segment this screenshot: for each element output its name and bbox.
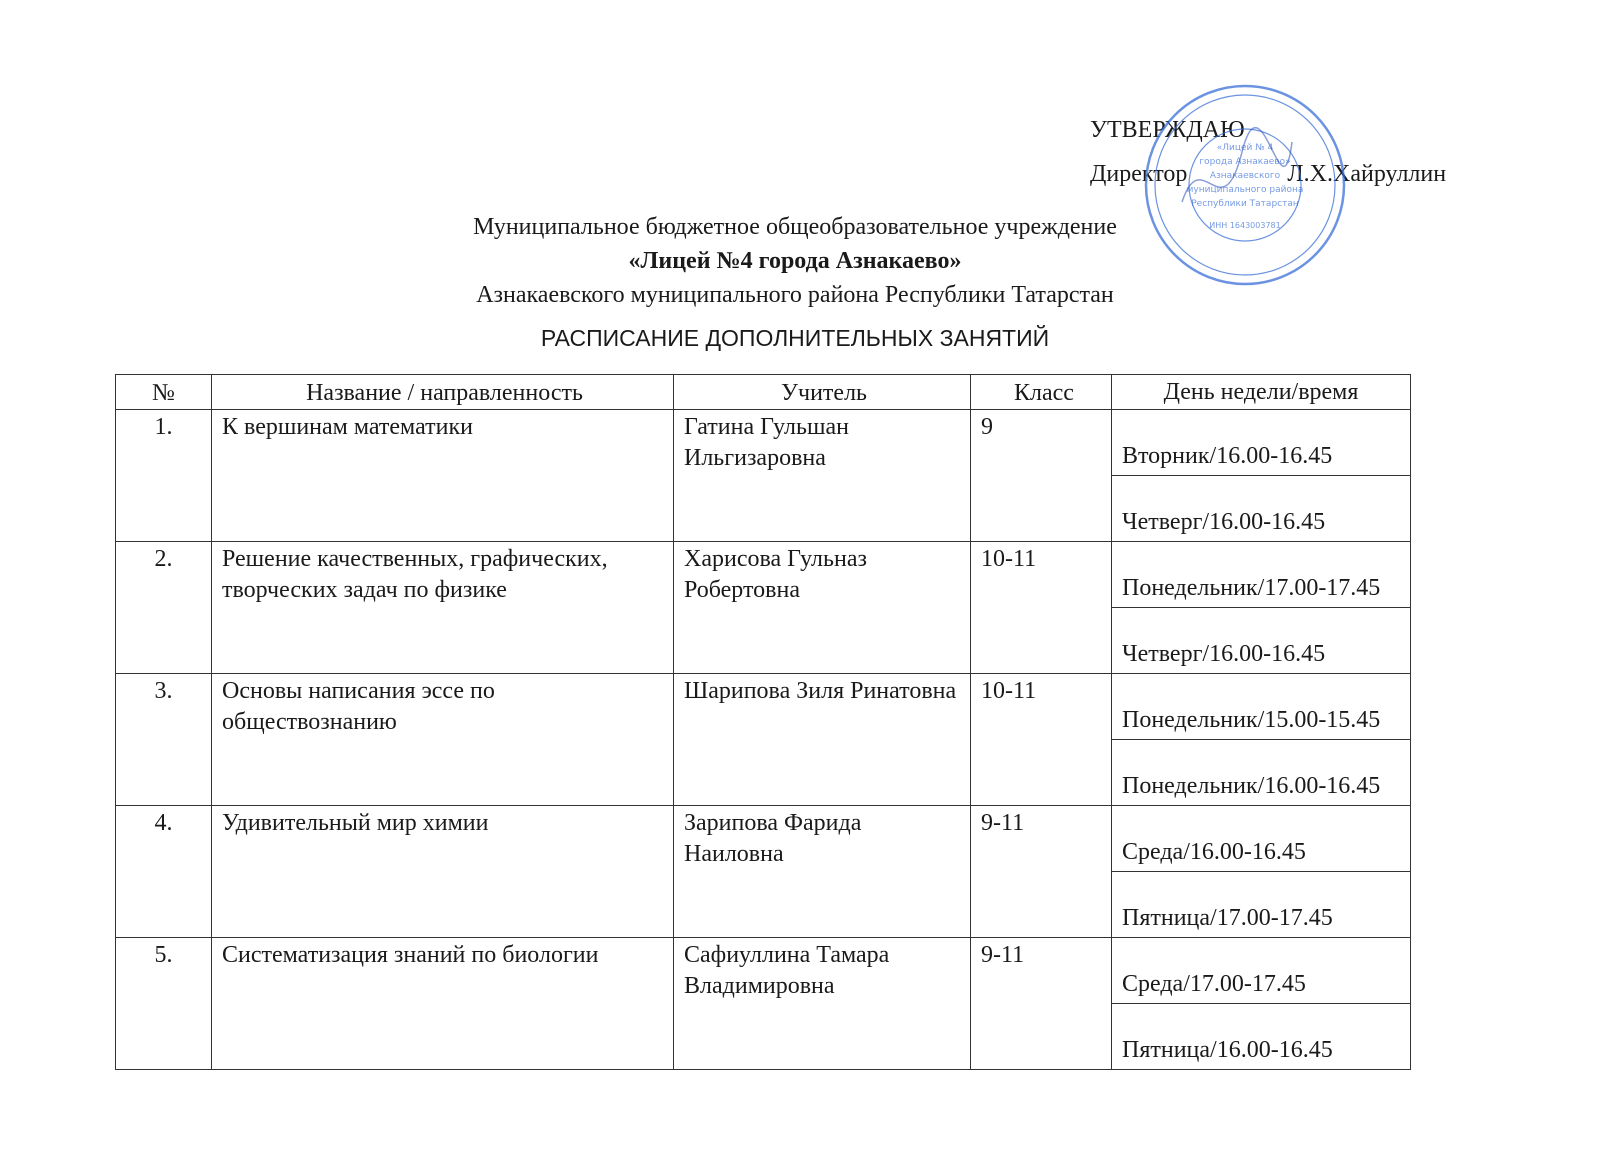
- table-row: [116, 410, 1411, 476]
- grade: 10-11: [971, 542, 1112, 674]
- grade: 9-11: [971, 806, 1112, 938]
- row-number: 3.: [116, 674, 212, 806]
- teacher-name: Гатина Гульшан Ильгизаровна: [674, 410, 971, 542]
- header-teacher: Учитель: [674, 375, 971, 410]
- schedule-slot: Четверг/16.00-16.45: [1112, 476, 1411, 542]
- course-name: К вершинам математики: [212, 410, 674, 542]
- document-title: РАСПИСАНИЕ ДОПОЛНИТЕЛЬНЫХ ЗАНЯТИЙ: [540, 325, 1050, 351]
- row-number: 4.: [116, 806, 212, 938]
- approval-heading: УТВЕРЖДАЮ: [1090, 117, 1245, 143]
- grade: 10-11: [971, 674, 1112, 806]
- schedule-slot: Пятница/17.00-17.45: [1112, 872, 1411, 938]
- organization-header: [0, 210, 1600, 312]
- table-row: [116, 542, 1411, 608]
- teacher-name: Шарипова Зиля Ринатовна: [674, 674, 971, 806]
- org-line-1: Муниципальное бюджетное общеобразовательное учреждение: [473, 214, 1117, 240]
- schedule-slot: Понедельник/17.00-17.45: [1112, 542, 1411, 608]
- svg-text:ИНН 1643003781: ИНН 1643003781: [1209, 221, 1281, 230]
- schedule-slot: Понедельник/16.00-16.45: [1112, 740, 1411, 806]
- header-number: №: [116, 375, 212, 410]
- svg-text:муниципального района: муниципального района: [1186, 185, 1304, 195]
- director-name: Л.Х.Хайруллин: [1287, 161, 1447, 187]
- schedule-slot: Среда/17.00-17.45: [1112, 938, 1411, 1004]
- svg-text:Республики Татарстан: Республики Татарстан: [1191, 199, 1299, 209]
- course-name: Систематизация знаний по биологии: [212, 938, 674, 1070]
- schedule-slot: Пятница/16.00-16.45: [1112, 1004, 1411, 1070]
- header-name: Название / направленность: [212, 375, 674, 410]
- grade: 9: [971, 410, 1112, 542]
- svg-text:города Азнакаево»: города Азнакаево»: [1199, 157, 1291, 167]
- svg-text:«Лицей № 4: «Лицей № 4: [1216, 143, 1274, 153]
- row-number: 2.: [116, 542, 212, 674]
- row-number: 1.: [116, 410, 212, 542]
- row-number: 5.: [116, 938, 212, 1070]
- teacher-name: Сафиуллина Тамара Владимировна: [674, 938, 971, 1070]
- grade: 9-11: [971, 938, 1112, 1070]
- svg-text:Азнакаевского: Азнакаевского: [1209, 171, 1281, 181]
- table-row: [116, 938, 1411, 1004]
- header-schedule: День недели/время: [1112, 375, 1411, 410]
- org-line-3: Азнакаевского муниципального района Республики Татарстан: [476, 282, 1114, 308]
- table-row: [116, 806, 1411, 872]
- schedule-slot: Понедельник/15.00-15.45: [1112, 674, 1411, 740]
- teacher-name: Зарипова Фарида Наиловна: [674, 806, 971, 938]
- org-name: «Лицей №4 города Азнакаево»: [628, 248, 962, 274]
- schedule-table: [115, 374, 1411, 1070]
- approval-position: Директор: [1090, 161, 1188, 187]
- table-header-row: [116, 375, 1411, 410]
- schedule-slot: Вторник/16.00-16.45: [1112, 410, 1411, 476]
- schedule-slot: Четверг/16.00-16.45: [1112, 608, 1411, 674]
- table-row: [116, 674, 1411, 740]
- header-class: Класс: [971, 375, 1112, 410]
- course-name: Удивительный мир химии: [212, 806, 674, 938]
- course-name: Основы написания эссе по обществознанию: [212, 674, 674, 806]
- teacher-name: Харисова Гульназ Робертовна: [674, 542, 971, 674]
- course-name: Решение качественных, графических, творческих задач по физике: [212, 542, 674, 674]
- schedule-slot: Среда/16.00-16.45: [1112, 806, 1411, 872]
